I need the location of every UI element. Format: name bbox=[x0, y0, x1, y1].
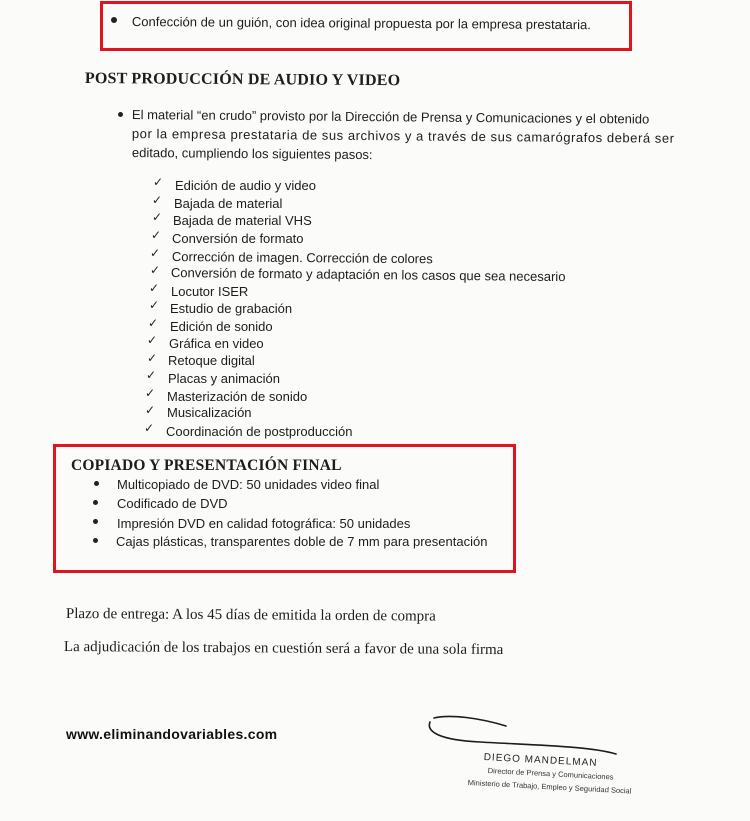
delivery-term: Plazo de entrega: A los 45 días de emitida la orden de compra bbox=[65, 606, 436, 625]
signatory-name: DIEGO MANDELMAN bbox=[483, 752, 598, 769]
bullet-icon bbox=[94, 481, 99, 486]
step-label: Corrección de imagen. Corrección de colores bbox=[171, 249, 433, 267]
step-label: Retoque digital bbox=[168, 353, 255, 368]
step-label: Masterización de sonido bbox=[167, 389, 308, 404]
checkmark-icon: ✓ bbox=[149, 281, 160, 295]
checkmark-icon: ✓ bbox=[145, 386, 156, 400]
bullet-icon bbox=[118, 112, 123, 117]
step-label: Estudio de grabación bbox=[170, 301, 293, 316]
final-copy-heading: COPIADO Y PRESENTACIÓN FINAL bbox=[71, 457, 342, 474]
step-label: Edición de sonido bbox=[170, 319, 273, 334]
checkmark-icon: ✓ bbox=[150, 263, 161, 277]
step-label: Bajada de material bbox=[174, 196, 283, 211]
checkmark-icon: ✓ bbox=[151, 228, 162, 242]
final-copy-item-label: Multicopiado de DVD: 50 unidades video final bbox=[117, 477, 380, 492]
checkmark-icon: ✓ bbox=[147, 351, 158, 365]
step-label: Conversión de formato bbox=[172, 231, 304, 246]
step-label: Locutor ISER bbox=[171, 284, 249, 299]
step-label: Musicalización bbox=[167, 405, 252, 420]
checkmark-icon: ✓ bbox=[146, 368, 157, 382]
signatory-ministry: Ministerio de Trabajo, Empleo y Seguridad Social bbox=[467, 778, 632, 796]
signatory-title: Director de Prensa y Comunicaciones bbox=[487, 766, 614, 782]
step-label: Conversión de formato y adaptación en los casos que sea necesario bbox=[170, 265, 566, 285]
bullet-icon bbox=[93, 500, 98, 505]
step-label: Gráfica en video bbox=[169, 336, 264, 351]
checkmark-icon: ✓ bbox=[152, 210, 163, 224]
checkmark-icon: ✓ bbox=[153, 175, 164, 189]
step-label: Coordinación de postproducción bbox=[166, 424, 353, 439]
paragraph-line: por la empresa prestataria de sus archivos y a través de sus camarógrafos deberá ser bbox=[131, 126, 675, 146]
post-production-heading: POST PRODUCCIÓN DE AUDIO Y VIDEO bbox=[84, 70, 401, 90]
top-item-text: Confección de un guión, con idea original propuesta por la empresa prestataria. bbox=[131, 14, 591, 33]
checkmark-icon: ✓ bbox=[148, 316, 159, 330]
paragraph-line: El material “en crudo” provisto por la Dirección de Prensa y Comunicaciones y el obtenido bbox=[131, 107, 650, 127]
step-label: Edición de audio y video bbox=[175, 178, 316, 193]
bullet-icon bbox=[93, 538, 98, 543]
checkmark-icon: ✓ bbox=[147, 333, 158, 347]
paragraph-line: editado, cumpliendo los siguientes pasos: bbox=[131, 145, 373, 163]
website-watermark: www.eliminandovariables.com bbox=[66, 726, 278, 742]
checkmark-icon: ✓ bbox=[144, 421, 155, 435]
final-copy-item-label: Impresión DVD en calidad fotográfica: 50 unidades bbox=[117, 516, 411, 531]
bullet-icon bbox=[111, 17, 117, 23]
step-label: Bajada de material VHS bbox=[173, 213, 312, 228]
award-clause: La adjudicación de los trabajos en cuestión será a favor de una sola firma bbox=[63, 639, 504, 659]
checkmark-icon: ✓ bbox=[149, 298, 160, 312]
bullet-icon bbox=[93, 519, 98, 524]
final-copy-item-label: Codificado de DVD bbox=[117, 496, 228, 511]
checkmark-icon: ✓ bbox=[152, 193, 163, 207]
checkmark-icon: ✓ bbox=[150, 246, 161, 260]
final-copy-item-label: Cajas plásticas, transparentes doble de 7 mm para presentación bbox=[116, 534, 488, 549]
step-label: Placas y animación bbox=[168, 371, 280, 386]
checkmark-icon: ✓ bbox=[145, 403, 156, 417]
